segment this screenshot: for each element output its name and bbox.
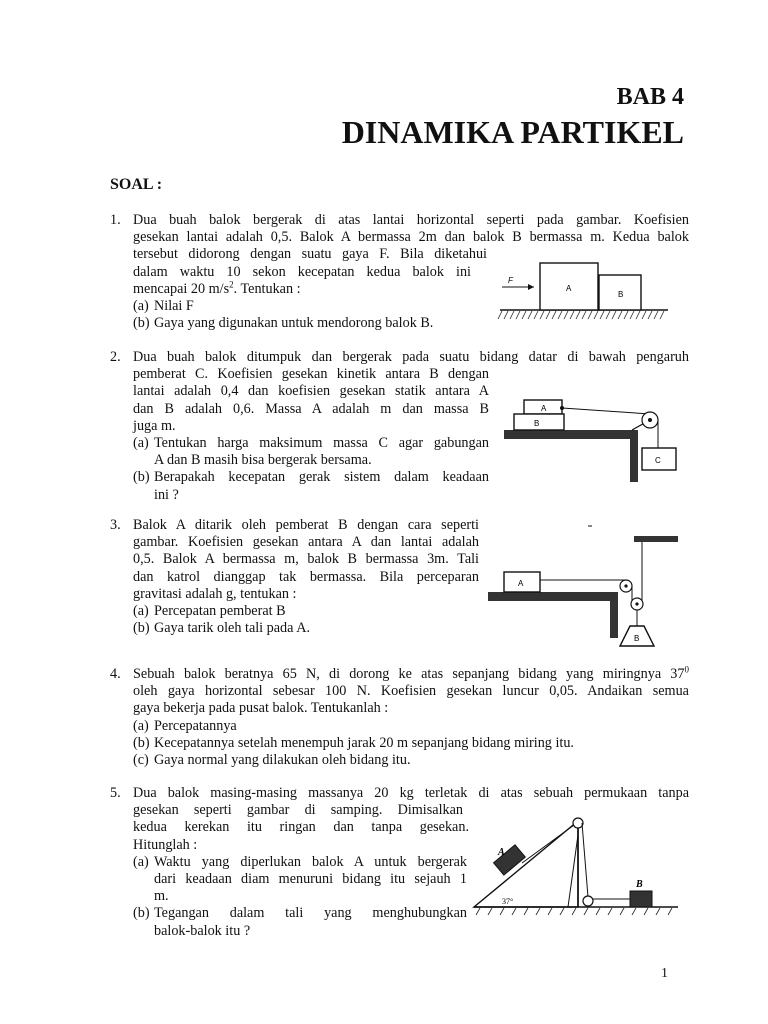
question-number: 3. — [110, 517, 121, 533]
question-number: 5. — [110, 785, 121, 801]
soal-label: SOAL : — [110, 176, 163, 193]
sub-question-b: (b) Gaya tarik oleh tali pada A. — [133, 620, 311, 637]
sub-question-a-cont: A dan B masih bisa bergerak bersama. — [154, 452, 372, 469]
question-text: gesekan lantai adalah 0,5. Balok A bermassa 2m dan balok B bermassa m. Kedua balok — [133, 229, 689, 246]
block-a-label: A — [566, 284, 572, 293]
question-text: Dua balok masing-masing massanya 20 kg terletak di atas sebuah permukaan tanpa — [133, 785, 689, 801]
block-b-label: B — [618, 290, 624, 299]
block-b-label: B — [634, 634, 640, 643]
block-a-label: A — [518, 579, 524, 588]
question-text: dan katrol dianggap tak bermassa. Bila perceparan — [133, 568, 479, 585]
question-text: mencapai 20 $m/s^2$. Tentukan : — [133, 279, 301, 297]
q1-figure — [494, 255, 670, 328]
sub-question-b: (b) Tegangan dalam tali yang menghubungkan — [133, 905, 467, 922]
sub-question-a-cont: m. — [154, 888, 169, 905]
question-text: Sebuah balok beratnya 65 N, di dorong ke atas sepanjang bidang yang miringnya $37^0$ — [133, 664, 689, 682]
question-text: gaya bekerja pada pusat balok. Tentukanlah : — [133, 700, 389, 717]
pulley-bottom — [583, 896, 593, 906]
question-text: oleh gaya horizontal sebesar 100 N. Koefisien gesekan luncur 0,05. Andaikan semua — [133, 683, 689, 700]
sub-question-a-cont: dari keadaan diam menuruni bidang itu sejauh 1 — [154, 871, 467, 888]
sub-question-b: (b) Berapakah kecepatan gerak sistem dalam keadaan — [133, 469, 489, 486]
block-c-label: C — [655, 456, 661, 465]
sub-question-a: (a) Nilai F — [133, 298, 194, 315]
block-b — [630, 891, 652, 907]
question-text: pemberat C. Koefisien gesekan kinetik antara B dengan — [133, 366, 489, 383]
question-number: 1. — [110, 212, 121, 228]
page-number: 1 — [661, 966, 668, 981]
sub-question-b-cont: balok-balok itu ? — [154, 922, 251, 939]
block-a-label: A — [541, 404, 547, 413]
table-top — [488, 592, 618, 601]
q2-figure — [500, 390, 682, 482]
block-b-label: B — [534, 419, 540, 428]
force-label: F — [508, 276, 513, 285]
question-text: dalam waktu 10 sekon kecepatan kedua balok ini — [133, 263, 471, 280]
sub-question-b: (b) Gaya yang digunakan untuk mendorong balok B. — [133, 315, 434, 332]
sub-question-a: (a) Waktu yang diperlukan balok A untuk bergerak — [133, 853, 467, 870]
question-text: kedua kerekan itu ringan dan tanpa gesekan. — [133, 819, 469, 836]
question-text: 0,5. Balok A bermassa m, balok B bermassa 3m. Tali — [133, 551, 479, 568]
pulley-top — [573, 818, 583, 828]
question-text: lantai adalah 0,4 dan koefisien gesekan statik antara A — [133, 383, 489, 400]
sub-question-b-cont: ini ? — [154, 486, 179, 503]
question-text: juga m. — [133, 417, 176, 434]
ceiling — [634, 536, 678, 542]
question-number: 2. — [110, 349, 121, 365]
chapter-number: BAB 4 — [616, 84, 684, 110]
question-text: Balok A ditarik oleh pemberat B dengan cara seperti — [133, 517, 479, 533]
sub-question-b: (b) Kecepatannya setelah menempuh jarak 20 m sepanjang bidang miring itu. — [133, 734, 574, 751]
question-text: Hitunglah : — [133, 836, 198, 853]
question-number: 4. — [110, 666, 121, 682]
block-a-label: A — [498, 847, 505, 858]
question-text: gravitasi adalah g, tentukan : — [133, 585, 297, 602]
question-text: Dua buah balok ditumpuk dan bergerak pada suatu bidang datar di bawah pengaruh — [133, 349, 689, 365]
angle-label: 37° — [502, 897, 514, 906]
question-text: dan B adalah 0,6. Massa A adalah m dan massa B — [133, 400, 489, 417]
question-text: gesekan seperti gambar di samping. Dimisalkan — [133, 802, 463, 819]
sub-question-a: (a) Tentukan harga maksimum massa C agar gabungan — [133, 435, 489, 452]
q3-figure — [484, 522, 678, 654]
sub-question-a: (a) Percepatannya — [133, 717, 237, 734]
sub-question-c: (c) Gaya normal yang dilakukan oleh bidang itu. — [133, 752, 411, 769]
question-text: Dua buah balok bergerak di atas lantai horizontal seperti pada gambar. Koefisien — [133, 212, 689, 228]
block-b-label: B — [636, 879, 643, 890]
chapter-heading — [342, 84, 684, 152]
question-text: tersebut didorong dengan suatu gaya F. Bila diketahui — [133, 246, 487, 263]
table-top — [504, 430, 638, 439]
chapter-title: DINAMIKA PARTIKEL — [341, 114, 684, 150]
sub-question-a: (a) Percepatan pemberat B — [133, 603, 286, 620]
question-text: gambar. Koefisien gesekan antara A dan lantai adalah — [133, 534, 479, 551]
q5-figure — [470, 815, 682, 919]
